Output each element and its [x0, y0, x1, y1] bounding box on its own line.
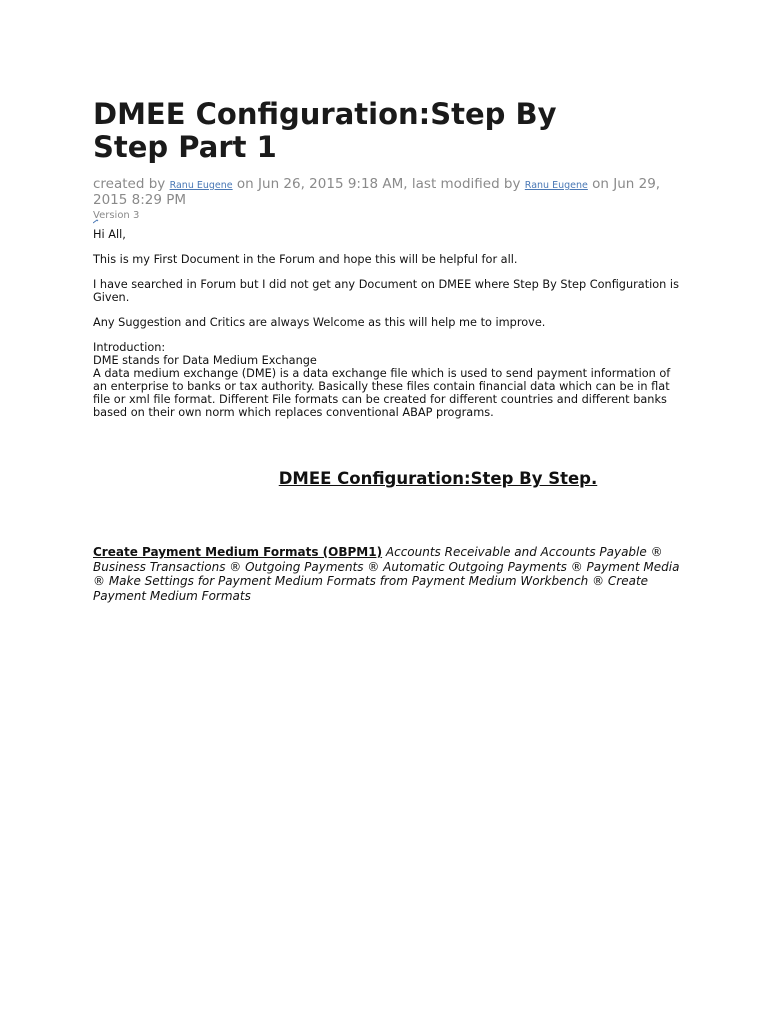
introduction-label: Introduction:: [93, 341, 166, 354]
section-heading: DMEE Configuration:Step By Step.: [278, 469, 598, 488]
path-lead: Create Payment Medium Formats (OBPM1): [93, 545, 383, 559]
dme-description: A data medium exchange (DME) is a data exchange file which is used to send payment information of an enterprise to banks or tax authority. Basically these files contain financial data which can be in flat file or xml file format. Different File formats can be created for different countries and different banks based on their own norm which replaces conventional ABAP programs.: [93, 367, 671, 419]
intro-paragraph-1: This is my First Document in the Forum and hope this will be helpful for all.: [93, 253, 518, 266]
version-label: Version 3: [93, 210, 140, 221]
dme-definition: DME stands for Data Medium Exchange: [93, 354, 317, 367]
version-row: [93, 210, 683, 228]
document-meta: [93, 177, 683, 208]
created-on-text: on Jun 26, 2015 9:18 AM, last modified by: [236, 176, 521, 192]
menu-path-block: [93, 545, 683, 603]
path-trail: Accounts Receivable and Accounts Payable ® Business Transactions ® Outgoing Payments ® Automatic Outgoing Payments ® Payment Media ® Make Settings for Payment Medium Formats from Payment Medium Workbench ® Create Payment Medium Formats: [93, 545, 680, 603]
modifier-link[interactable]: Ranu Eugene: [524, 180, 588, 191]
created-by-label: created by: [93, 176, 166, 192]
greeting-paragraph: Hi All,: [93, 228, 126, 241]
intro-paragraph-2: I have searched in Forum but I did not get any Document on DMEE where Step By Step Configuration is Given.: [93, 278, 679, 304]
intro-paragraph-3: Any Suggestion and Critics are always Welcome as this will help me to improve.: [93, 316, 546, 329]
page-title: DMEE Configuration:Step By Step Part 1: [93, 97, 557, 164]
creator-link[interactable]: Ranu Eugene: [169, 180, 233, 191]
document-page: [93, 98, 683, 603]
modified-on-text: on Jun 29, 2015 8:29 PM: [93, 176, 661, 208]
document-body: [93, 228, 683, 419]
broken-image-icon: [93, 219, 99, 224]
